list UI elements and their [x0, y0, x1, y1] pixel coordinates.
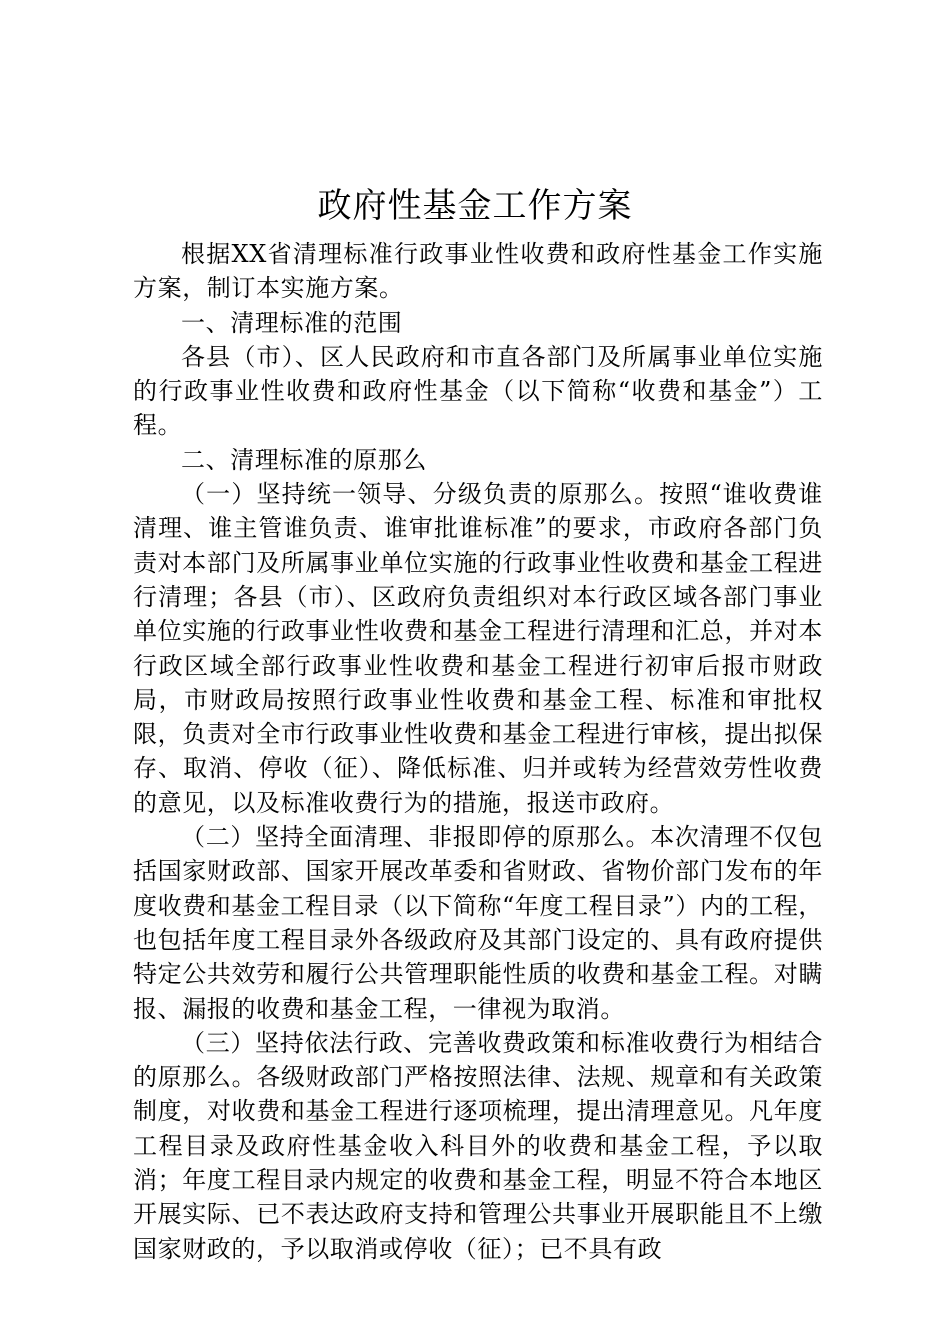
section-heading-scope: 一、清理标准的范围 [181, 308, 403, 337]
paragraph-scope: 各县（市）、区人民政府和市直各部门及所属事业单位实施的行政事业性收费和政府性基金（以下简称“收费和基金”）工程。 [133, 342, 823, 440]
document-body [133, 237, 823, 1266]
document-title: 政府性基金工作方案 [317, 186, 633, 226]
paragraph-intro: 根据XX省清理标准行政事业性收费和政府性基金工作实施方案，制订本实施方案。 [133, 240, 823, 303]
paragraph-principle-2: （二）坚持全面清理、非报即停的原那么。本次清理不仅包括国家财政部、国家开展改革委和省财政、省物价部门发布的年度收费和基金工程目录（以下简称“年度工程目录”）内的工程，也包括年度工程目录外各级政府及其部门设定的、具有政府提供特定公共效劳和履行公共管理职能性质的收费和基金工程。对瞒报、漏报的收费和基金工程，一律视为取消。 [133, 823, 823, 1023]
section-heading-principles: 二、清理标准的原那么 [181, 445, 427, 474]
paragraph-principle-1: （一）坚持统一领导、分级负责的原那么。按照“谁收费谁清理、谁主管谁负责、谁审批谁标准”的要求，市政府各部门负责对本部门及所属事业单位实施的行政事业性收费和基金工程进行清理；各县（市）、区政府负责组织对本行政区域各部门事业单位实施的行政事业性收费和基金工程进行清理和汇总，并对本行政区域全部行政事业性收费和基金工程进行初审后报市财政局，市财政局按照行政事业性收费和基金工程、标准和审批权限，负责对全市行政事业性收费和基金工程进行审核，提出拟保存、取消、停收（征）、降低标准、归并或转为经营效劳性收费的意见，以及标准收费行为的措施，报送市政府。 [133, 480, 823, 817]
paragraph-principle-3: （三）坚持依法行政、完善收费政策和标准收费行为相结合的原那么。各级财政部门严格按照法律、法规、规章和有关政策制度，对收费和基金工程进行逐项梳理，提出清理意见。凡年度工程目录及政府性基金收入科目外的收费和基金工程，予以取消；年度工程目录内规定的收费和基金工程，明显不符合本地区开展实际、已不表达政府支持和管理公共事业开展职能且不上缴国家财政的，予以取消或停收（征）；已不具有政 [133, 1028, 823, 1263]
